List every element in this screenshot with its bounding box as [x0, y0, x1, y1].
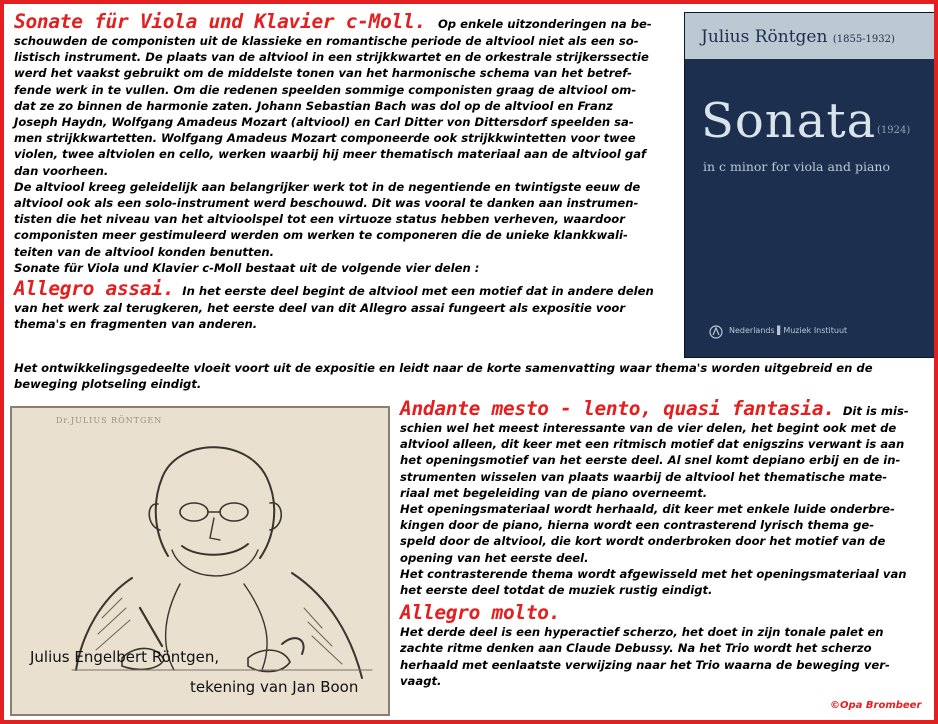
credit: ©Opa Brombeer: [830, 700, 922, 711]
andante-line: speld door de altviool, die kort wordt onderbroken door het motief van de: [400, 534, 886, 549]
allegro-molto-line: zachte ritme denken aan Claude Debussy. Na het Trio wordt het scherzo: [400, 641, 872, 656]
allegro-molto-line: Het derde deel is een hyperactief scherzo, het doet in zijn tonale palet en: [400, 625, 884, 640]
andante-line: Het openingsmateriaal wordt herhaald, dit keer met enkele luide onderbre-: [400, 502, 895, 517]
sonate-line: dan voorheen.: [14, 163, 109, 178]
allegro-assai-line: thema's en fragmenten van anderen.: [14, 317, 258, 332]
allegro-molto-heading: Allegro molto.: [400, 601, 561, 625]
album-cover: [684, 12, 936, 358]
portrait-caption-artist: tekening van Jan Boon: [190, 678, 359, 696]
sonate-line: dat ze zo binnen de harmonie zaten. Johann Sebastian Bach was dol op de altviool en Franz: [14, 98, 613, 113]
sonate-line: men strijkkwartetten. Wolfgang Amadeus Mozart componeerde ook strijkkwintetten voor twee: [14, 131, 636, 146]
sonate-line: fende werk in te vullen. Om die redenen speelden sommige componisten graag de altviool om-: [14, 82, 637, 97]
andante-line: opening van het eerste deel.: [400, 550, 589, 565]
portrait-sketch-icon: [12, 408, 388, 714]
cover-composer: [701, 27, 895, 47]
portrait-caption-name: Julius Engelbert Röntgen,: [30, 648, 220, 666]
sonate-heading: Sonate für Viola und Klavier c-Moll.: [14, 10, 426, 33]
cover-composer-years: (1855-1932): [832, 34, 895, 45]
andante-line: altviool alleen, dit keer met een ritmisch motief dat enigszins verwant is aan: [400, 437, 905, 452]
allegro-assai-line: van het werk zal terugkeren, het eerste deel van dit Allegro assai fungeert als expositie voor: [14, 301, 626, 316]
andante-intro-text: Dit is mis-: [842, 404, 909, 418]
sonate-line: werd het vaakst gebruikt om de middelste tonen van het harmonische schema van het betref-: [14, 66, 632, 81]
andante-intro-line: [400, 398, 930, 420]
andante-line: het openingsmotief van het eerste deel. Al snel komt depiano erbij en de in-: [400, 453, 901, 468]
andante-heading: Andante mesto - lento, quasi fantasia.: [400, 397, 835, 420]
allegro-molto-heading-line: [400, 602, 930, 624]
andante-line: riaal met begeleiding van de piano overneemt.: [400, 485, 708, 500]
sonate-line: violen, twee altviolen en cello, werken waarbij hij meer thematisch materiaal aan de altviool gaf: [14, 147, 647, 162]
sonate-line: teiten van de altviool konden benutten.: [14, 244, 274, 259]
cover-title: Sonata: [701, 93, 877, 149]
sonate-line: componisten meer gestimuleerd werden om werken te componeren die de unieke klankkwali-: [14, 228, 628, 243]
allegro-assai-intro-text: In het eerste deel begint de altviool met een motief dat in andere delen: [182, 284, 654, 299]
allegro-assai-heading: Allegro assai.: [14, 277, 175, 301]
portrait-inscription: Dr.JULIUS RÖNTGEN: [56, 416, 163, 425]
allegro-molto-line: herhaald met eenlaatste verwijzing naar het Trio waarna de beweging ver-: [400, 657, 890, 672]
sonate-line: listisch instrument. De plaats van de altviool in een strijkkwartet en de orkestrale strijkerssectie: [14, 50, 649, 65]
allegro-assai-continued: [14, 360, 934, 392]
sonate-line: Joseph Haydn, Wolfgang Amadeus Mozart (altviool) en Carl Ditter von Dittersdorf speelden sa-: [14, 115, 634, 130]
allegro-molto-line: vaagt.: [400, 673, 442, 688]
cover-publisher: Nederlands ▌Muziek Instituut: [729, 326, 848, 335]
sonate-line: Sonate für Viola und Klavier c-Moll bestaat uit de volgende vier delen :: [14, 260, 480, 275]
cover-year: (1924): [877, 125, 911, 136]
andante-line: strumenten wisselen van plaats waarbij de altviool het thematische mate-: [400, 469, 888, 484]
cover-subtitle: in c minor for viola and piano: [703, 159, 890, 174]
sonate-intro-text: Op enkele uitzonderingen na be-: [437, 17, 652, 31]
publisher-logo-icon: [709, 325, 723, 339]
andante-line: schien wel het meest interessante van de vier delen, het begint ook met de: [400, 421, 897, 435]
right-column: [400, 398, 930, 689]
andante-line: het eerste deel totdat de muziek rustig eindigt.: [400, 583, 713, 598]
allegro-assai-intro-line: [14, 278, 678, 300]
sonate-section: [14, 11, 678, 332]
cover-composer-name: Julius Röntgen: [701, 27, 828, 47]
sonate-line: altviool ook als een solo-instrument werd beschouwd. Dit was vooral te danken aan instrumen-: [14, 196, 639, 211]
sonate-body: [14, 33, 678, 276]
portrait-drawing: [10, 406, 390, 716]
sonate-intro-line: [14, 11, 678, 33]
allegro-assai-line: Het ontwikkelingsgedeelte vloeit voort uit de expositie en leidt naar de korte samenvatting waar thema's worden uitgebreid en de: [14, 361, 873, 375]
allegro-assai-line: beweging plotseling eindigt.: [14, 377, 202, 392]
andante-line: Het contrasterende thema wordt afgewisseld met het openingsmateriaal van: [400, 566, 907, 581]
sonate-line: De altviool kreeg geleidelijk aan belangrijker werk tot in de negentiende en twintigste eeuw de: [14, 179, 641, 194]
sonate-line: tisten die het niveau van het altvioolspel tot een virtuoze status hebben verheven, waardoor: [14, 212, 625, 227]
andante-line: kingen door de piano, hierna wordt een contrasterend lyrisch thema ge-: [400, 518, 875, 533]
sonate-line: schouwden de componisten uit de klassieke en romantische periode de altviool niet als een so-: [14, 34, 639, 48]
